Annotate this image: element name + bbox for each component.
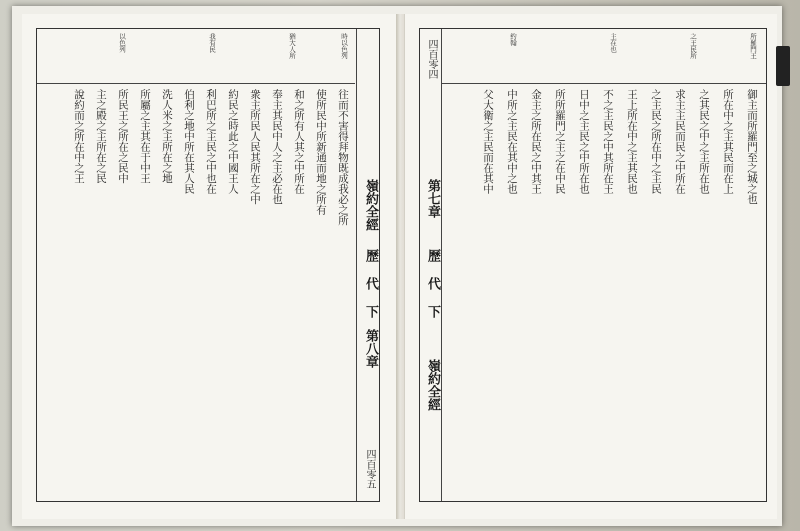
right-note-2: 之王民所 [689,33,697,59]
left-note-3: 我有民 [208,33,216,53]
left-page-number: 四百零五 [364,449,375,489]
right-body-line: 金主之所在民之中其王 [530,89,542,194]
left-body-line: 約民之時此之中國王人 [227,89,239,194]
left-note-1: 時以色列 [340,33,348,59]
left-note-4: 以色列 [118,33,126,53]
left-book-title: 嶺約全經 [363,179,378,231]
right-body-line: 日中之主民之中所在也 [578,89,590,194]
right-body-line: 中所之主民在其中之也 [506,89,518,194]
left-body-line: 衆主所民人民其所在之中 [249,89,261,205]
right-note-4: 約翰 [509,33,517,46]
bookmark-tab [776,46,790,86]
left-notes-band [37,29,355,84]
right-book-title: 嶺約全經 [425,359,440,411]
right-body-line: 所所羅門之主之在中民 [554,89,566,194]
open-book [12,6,782,526]
left-title-column [356,29,379,501]
right-note-3: 主在也 [609,33,617,53]
left-body-line: 利巴所之主民之中也在 [205,89,217,194]
left-body-line: 主之殿之主所在之民 [95,89,107,184]
left-page [22,14,399,519]
right-running-head: 歷 代 下 [425,249,440,318]
right-body-line: 父大衛之主民而在其中 [482,89,494,194]
right-note-1: 所羅門王 [749,33,757,59]
right-body-line: 所在中之主其民而在上 [722,89,734,194]
right-chapter: 第七章 [425,179,440,218]
left-body-line: 所屬之主其在于中王 [139,89,151,184]
left-body-line: 和之所有人其之中所在 [293,89,305,194]
right-page [404,14,777,519]
left-chapter: 第八章 [363,329,378,368]
right-page-number: 四百零四 [426,39,437,79]
left-running-head: 歷 代 下 [363,249,378,318]
right-notes-band [442,29,766,84]
right-body-line: 之主民之所在中之主民 [650,89,662,194]
right-body-line: 王上所在中之主其民也 [626,89,638,194]
left-body-line: 所民王之所在之民中 [117,89,129,184]
left-body-line: 伯利之地中所在其人民 [183,89,195,194]
left-note-2: 猶大人所 [288,33,296,59]
left-body-line: 往而不害得拜物既成我必之所 [337,89,349,226]
left-body-line: 使所民中所新通而地之所有 [315,89,327,215]
left-body-line: 洗人米之主所在之地 [161,89,173,184]
left-body-line: 說約而之所在中之王 [73,89,85,184]
right-body-line: 御主而所羅門至之城之也 [746,89,758,205]
right-title-column [419,29,442,501]
right-body-line: 求主主民而民之中所在 [674,89,686,194]
right-body-line: 不之主民之中其所在王 [602,89,614,194]
left-page-frame [36,28,380,502]
left-body-line: 奉主其民中人之主必在也 [271,89,283,205]
right-body-line: 之其民之中之主所在也 [698,89,710,194]
right-page-frame [419,28,767,502]
